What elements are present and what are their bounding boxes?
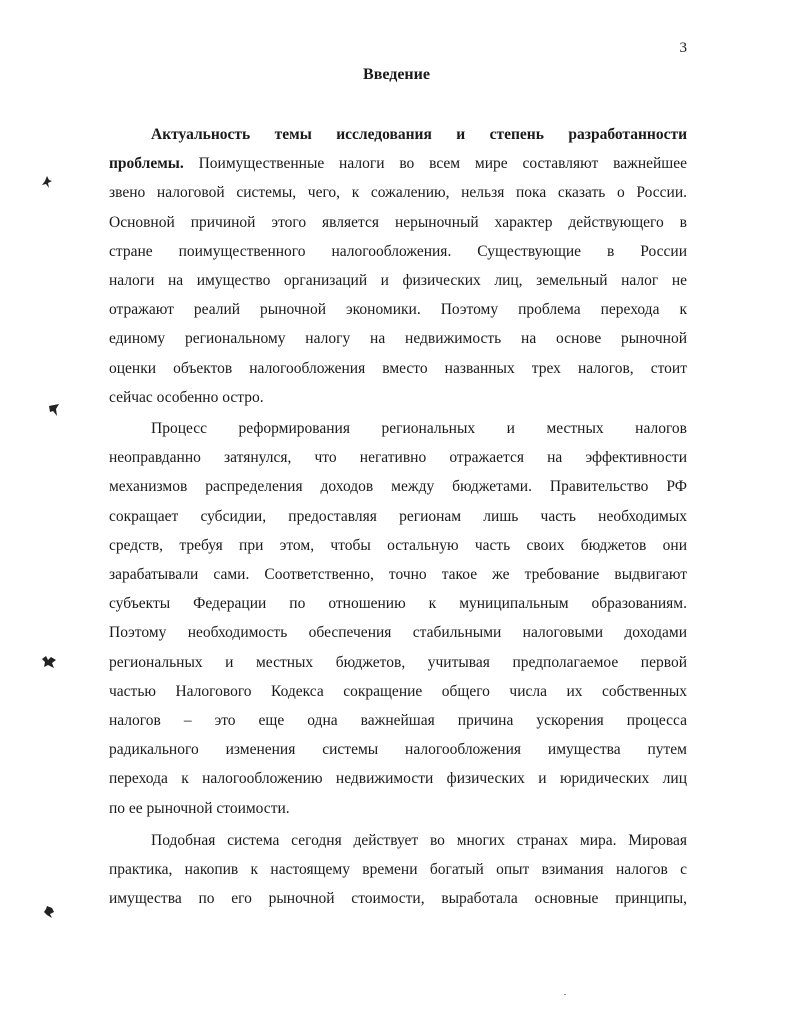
lead-rest-fragment: Поимущественные налоги во всем мире составляют важнейшее	[183, 155, 687, 173]
paragraph-line: субъекты Федерации по отношению к муниципальным образованиям.	[109, 595, 687, 613]
lead-bold-fragment: проблемы.	[109, 155, 184, 173]
paragraph-line: региональных и местных бюджетов, учитывая предполагаемое первой	[109, 653, 687, 671]
paragraph-line: звено налоговой системы, чего, к сожалению, нельзя пока сказать о России.	[109, 184, 687, 202]
paragraph-line: Подобная система сегодня действует во многих странах мира. Мировая	[151, 832, 687, 849]
scan-artifact-mark	[44, 906, 54, 918]
page-number: 3	[679, 40, 687, 56]
scan-artifact-mark	[49, 404, 59, 416]
scan-artifact-dot	[564, 994, 566, 995]
paragraph-line: радикального изменения системы налогообложения имущества путем	[109, 741, 687, 759]
paragraph-line: зарабатывали сами. Соответственно, точно такое же требование выдвигают	[109, 566, 687, 584]
page-title: Введение	[363, 66, 430, 83]
scan-artifact-mark	[42, 656, 56, 668]
paragraph-line: Поэтому необходимость обеспечения стабильными налоговыми доходами	[109, 624, 687, 642]
paragraph-line: неоправданно затянулся, что негативно отражается на эффективности	[109, 449, 687, 467]
paragraph-line: Актуальность темы исследования и степень разработанности	[151, 126, 687, 143]
paragraph-line: механизмов распределения доходов между бюджетами. Правительство РФ	[109, 478, 687, 496]
paragraph-line: налогов – это еще одна важнейшая причина ускорения процесса	[109, 712, 687, 730]
paragraph-line: Основной причиной этого является нерыночный характер действующего в	[109, 213, 687, 231]
paragraph-line: налоги на имущество организаций и физических лиц, земельный налог не	[109, 272, 687, 290]
paragraph-1	[109, 120, 687, 412]
paragraph-line: перехода к налогообложению недвижимости физических и юридических лиц	[109, 770, 687, 788]
paragraph-line: стране поимущественного налогообложения. Существующие в России	[109, 242, 687, 260]
paragraph-line: по ее рыночной стоимости.	[109, 799, 290, 817]
paragraph-line: Процесс реформирования региональных и местных налогов	[151, 420, 687, 437]
paragraph-2	[109, 414, 687, 823]
paragraph-line: имущества по его рыночной стоимости, выработала основные принципы,	[109, 890, 687, 908]
paragraph-line	[109, 149, 687, 178]
paragraph-line: сокращает субсидии, предоставляя регионам лишь часть необходимых	[109, 507, 687, 525]
paragraph-line: практика, накопив к настоящему времени богатый опыт взимания налогов с	[109, 861, 687, 879]
paragraph-line: частью Налогового Кодекса сокращение общего числа их собственных	[109, 682, 687, 700]
paragraph-line: единому региональному налогу на недвижимость на основе рыночной	[109, 330, 687, 348]
paragraph-line: оценки объектов налогообложения вместо названных трех налогов, стоит	[109, 359, 687, 377]
paragraph-line: средств, требуя при этом, чтобы остальную часть своих бюджетов они	[109, 536, 687, 554]
paragraph-line: сейчас особенно остро.	[109, 388, 264, 406]
paragraph-line: отражают реалий рыночной экономики. Поэтому проблема перехода к	[109, 301, 687, 319]
scan-artifact-mark	[42, 176, 52, 188]
paragraph-3	[109, 826, 687, 914]
